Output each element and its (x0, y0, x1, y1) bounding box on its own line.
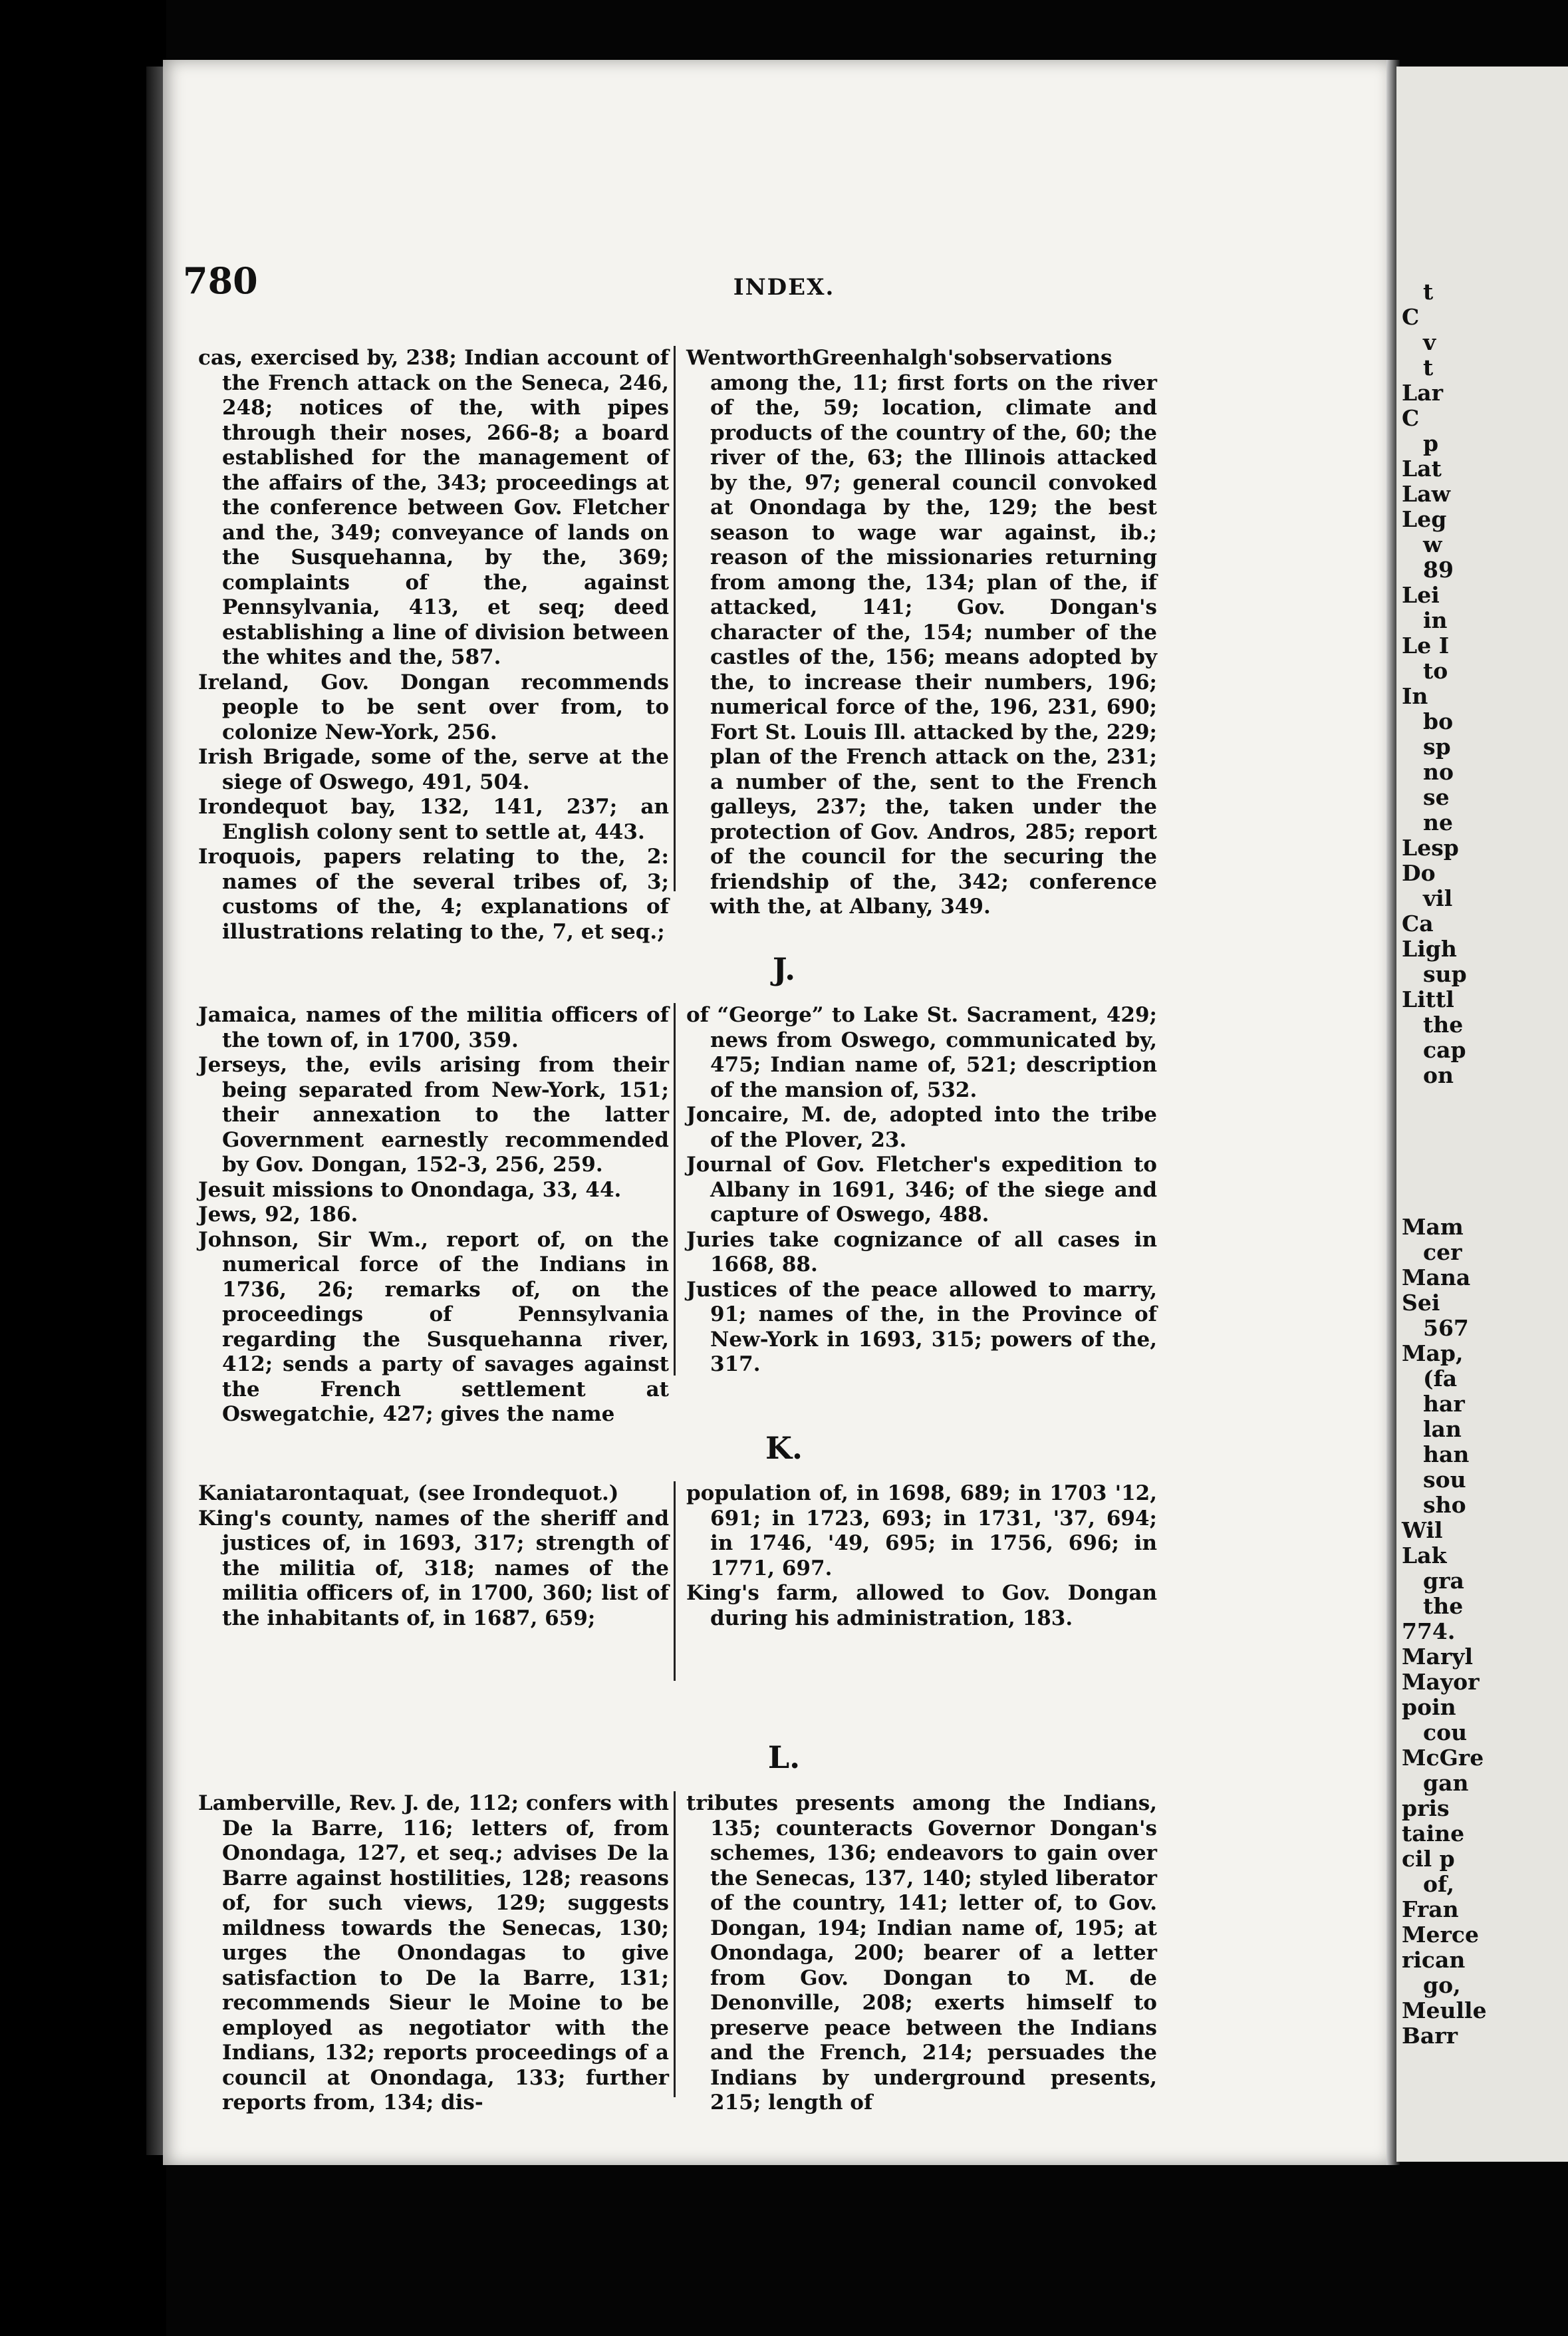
scan-left-margin (0, 0, 166, 2336)
facing-page-text: se (1423, 784, 1450, 810)
facing-page-text: ne (1423, 809, 1453, 835)
facing-page-text: on (1423, 1062, 1454, 1088)
facing-page-text: cil p (1402, 1846, 1455, 1872)
index-entry: Ireland, Gov. Dongan recommends people to be sent over from, to colonize New-York, 256. (198, 670, 669, 744)
facing-page-text: (fa (1423, 1366, 1458, 1391)
facing-page-text: Ca (1402, 911, 1434, 937)
facing-page-text: Mayor (1402, 1669, 1480, 1695)
facing-page-text: Leg (1402, 506, 1447, 532)
facing-page-text: Law (1402, 481, 1450, 507)
facing-page-text: go, (1423, 1972, 1461, 1998)
index-entry: cas, exercised by, 238; Indian account of the French attack on the Seneca, 246, 248; notices of the, with pipes through their noses, 266-8; a board established for the management of the affairs of the, 343; proceedings at the conference between Gov. Fletcher and the, 349; conveyance of lands on the Susquehanna, by the, 369; complaints of the, against Pennsylvania, 413, et seq; deed establishing a line of division between the whites and the, 587. (198, 346, 669, 669)
facing-page-text: Meulle (1402, 1997, 1487, 2023)
column-divider (674, 1481, 676, 1681)
index-entry: Jews, 92, 186. (198, 1203, 358, 1227)
facing-page-text: 89 (1423, 557, 1454, 583)
facing-page-text: Merce (1402, 1922, 1479, 1948)
index-entry: King's farm, allowed to Gov. Dongan during his administration, 183. (686, 1581, 1157, 1630)
facing-page-text: Maryl (1402, 1644, 1474, 1670)
facing-page-text: cer (1423, 1239, 1462, 1265)
facing-page-text: gra (1423, 1568, 1464, 1594)
facing-page-text: sho (1423, 1492, 1466, 1518)
column-divider (674, 1003, 676, 1376)
column-divider (674, 346, 676, 891)
facing-page-text: of, (1423, 1871, 1454, 1897)
facing-page-text: sou (1423, 1467, 1466, 1493)
facing-page-text: C (1402, 405, 1420, 431)
facing-page-text: Mana (1402, 1264, 1471, 1290)
facing-page-text: no (1423, 759, 1454, 785)
index-entry: Juries take cognizance of all cases in 1668, 88. (686, 1227, 1157, 1276)
facing-page-text: pris (1402, 1795, 1450, 1821)
index-entry: tributes presents among the Indians, 135; counteracts Governor Dongan's schemes, 136; endeavors to gain over the Senecas, 137, 140; styled liberator of the country, 141; letter of, to Gov. Dongan, 194; Indian name of, 195; at Onondaga, 200; bearer of a letter from Gov. Dongan to M. de Denonville, 208; exerts himself to preserve peace between the Indians and the French, 214; persuades the Indians by underground presents, 215; length of (686, 1791, 1157, 2115)
section-letter: K. (765, 1430, 803, 1466)
index-entry: Journal of Gov. Fletcher's expedition to Albany in 1691, 346; of the siege and capture of Oswego, 488. (686, 1153, 1157, 1227)
facing-page-text: Lesp (1402, 835, 1459, 861)
facing-page-text: Ligh (1402, 936, 1457, 962)
facing-page-text: gan (1423, 1770, 1469, 1796)
index-entry: Lamberville, Rev. J. de, 112; confers with De la Barre, 116; letters of, from Onondaga, 127, et seq.; advises De la Barre against hostilities, 128; reasons of, for such views, 129; suggests mildness towards the Senecas, 130; urges the Onondagas to give satisfaction to De la Barre, 131; recommends Sieur le Moine to be employed as negotiator with the Indians, 132; reports proceedings of a council at Onondaga, 133; further reports from, 134; dis- (198, 1791, 669, 2115)
facing-page-text: cou (1423, 1719, 1468, 1745)
facing-page-text: the (1423, 1593, 1464, 1619)
index-column-left (198, 1481, 669, 1631)
index-column-right (686, 1481, 1157, 1631)
facing-page-text: Fran (1402, 1896, 1459, 1922)
facing-page-text: Barr (1402, 2023, 1458, 2049)
facing-page-text: sp (1423, 734, 1451, 760)
index-entry: King's county, names of the sheriff and justices of, in 1693, 317; strength of the militia of, 318; names of the militia officers of, in 1700, 360; list of the inhabitants of, in 1687, 659; (198, 1506, 669, 1630)
index-column-right (686, 346, 1157, 920)
facing-page-text: t (1423, 279, 1434, 305)
index-entry: Kaniatarontaquat, (see Irondequot.) (198, 1481, 619, 1505)
index-entry: Joncaire, M. de, adopted into the tribe of the Plover, 23. (686, 1103, 1157, 1152)
facing-page-text: Wil (1402, 1517, 1443, 1543)
facing-page-text: v (1423, 329, 1436, 355)
index-entry: Jerseys, the, evils arising from their being separated from New-York, 151; their annexation to the latter Government earnestly recommended by Gov. Dongan, 152-3, 256, 259. (198, 1053, 669, 1177)
section-letter: J. (772, 951, 796, 987)
index-column-left (198, 1791, 669, 2116)
index-entry: Irondequot bay, 132, 141, 237; an English colony sent to settle at, 443. (198, 795, 669, 844)
facing-page-text: har (1423, 1391, 1465, 1417)
facing-page-text: Lat (1402, 456, 1442, 482)
page-number: 780 (183, 259, 258, 302)
facing-page-text: t (1423, 355, 1434, 380)
facing-page-text: 774. (1402, 1618, 1456, 1644)
index-entry: Jesuit missions to Onondaga, 33, 44. (198, 1177, 622, 1202)
facing-page-text: Lei (1402, 582, 1440, 608)
facing-page-text: rican (1402, 1947, 1466, 1973)
facing-page-text: 567 (1423, 1315, 1469, 1341)
facing-page-text: Littl (1402, 986, 1454, 1012)
section-letter: L. (767, 1739, 801, 1775)
index-entry: WentworthGreenhalgh'sobservations among the, 11; first forts on the river of the, 59; location, climate and products of the country of the, 60; the river of the, 63; the Illinois attacked by the, 97; general council convoked at Onondaga by the, 129; the best season to wage war against, ib.; reason of the missionaries returning from among the, 134; plan of the, if attacked, 141; Gov. Dongan's character of the, 154; number of the castles of the, 156; means adopted by the, to increase their numbers, 196; numerical force of the, 196, 231, 690; Fort St. Louis Ill. attacked by the, 229; plan of the French attack on the, 231; a number of the, sent to the French galleys, 237; the, taken under the protection of Gov. Andros, 285; report of the council for the securing the friendship of the, 342; conference with the, at Albany, 349. (686, 346, 1157, 919)
facing-page-text: in (1423, 607, 1448, 633)
facing-page-text: vil (1423, 885, 1453, 911)
facing-page-text: Le I (1402, 633, 1450, 658)
facing-page-text: Lak (1402, 1542, 1447, 1568)
facing-page-text: w (1423, 531, 1442, 557)
page-title: INDEX. (733, 274, 835, 301)
facing-page-text: In (1402, 683, 1428, 709)
index-entry: Justices of the peace allowed to marry, 91; names of the, in the Province of New-York in 1693, 315; powers of the, 317. (686, 1277, 1157, 1376)
facing-page-text: Sei (1402, 1290, 1440, 1316)
facing-page-text: bo (1423, 708, 1454, 734)
facing-page-text: McGre (1402, 1745, 1484, 1771)
facing-page-text: p (1423, 430, 1439, 456)
facing-page-text: Map, (1402, 1340, 1464, 1366)
index-column-left (198, 1003, 669, 1427)
index-entry: Johnson, Sir Wm., report of, on the numerical force of the Indians in 1736, 26; remarks of, on the proceedings of Pennsylvania regarding the Susquehanna river, 412; sends a party of savages against the French settlement at Oswegatchie, 427; gives the name (198, 1227, 669, 1426)
index-column-right (686, 1791, 1157, 2116)
facing-page-text: lan (1423, 1416, 1462, 1442)
index-entry: population of, in 1698, 689; in 1703 '12, 691; in 1723, 693; in 1731, '37, 694; in 1746, '49, 695; in 1756, 696; in 1771, 697. (686, 1481, 1157, 1580)
index-entry: Irish Brigade, some of the, serve at the siege of Oswego, 491, 504. (198, 745, 669, 794)
facing-page-text: Lar (1402, 380, 1443, 406)
facing-page-text: taine (1402, 1821, 1465, 1846)
facing-page-text: the (1423, 1012, 1464, 1038)
facing-page-text: C (1402, 304, 1420, 330)
facing-page-text: to (1423, 658, 1448, 684)
facing-page-text: Mam (1402, 1214, 1464, 1240)
facing-page-text: han (1423, 1441, 1470, 1467)
index-entry: Jamaica, names of the militia officers of the town of, in 1700, 359. (198, 1003, 669, 1052)
facing-page-text: cap (1423, 1037, 1466, 1063)
facing-page-fragment (1396, 67, 1568, 2162)
facing-page-text: poin (1402, 1694, 1456, 1720)
index-entry: Iroquois, papers relating to the, 2: names of the several tribes of, 3; customs of the, 4; explanations of illustrations relating to the, 7, et seq.; (198, 845, 669, 944)
index-column-right (686, 1003, 1157, 1378)
facing-page-text: Do (1402, 860, 1436, 886)
facing-page-text: sup (1423, 961, 1467, 987)
running-head (0, 259, 1568, 302)
index-entry: of “George” to Lake St. Sacrament, 429; news from Oswego, communicated by, 475; Indian name of, 521; description of the mansion of, 532. (686, 1003, 1157, 1102)
column-divider (674, 1791, 676, 2097)
index-column-left (198, 346, 669, 945)
